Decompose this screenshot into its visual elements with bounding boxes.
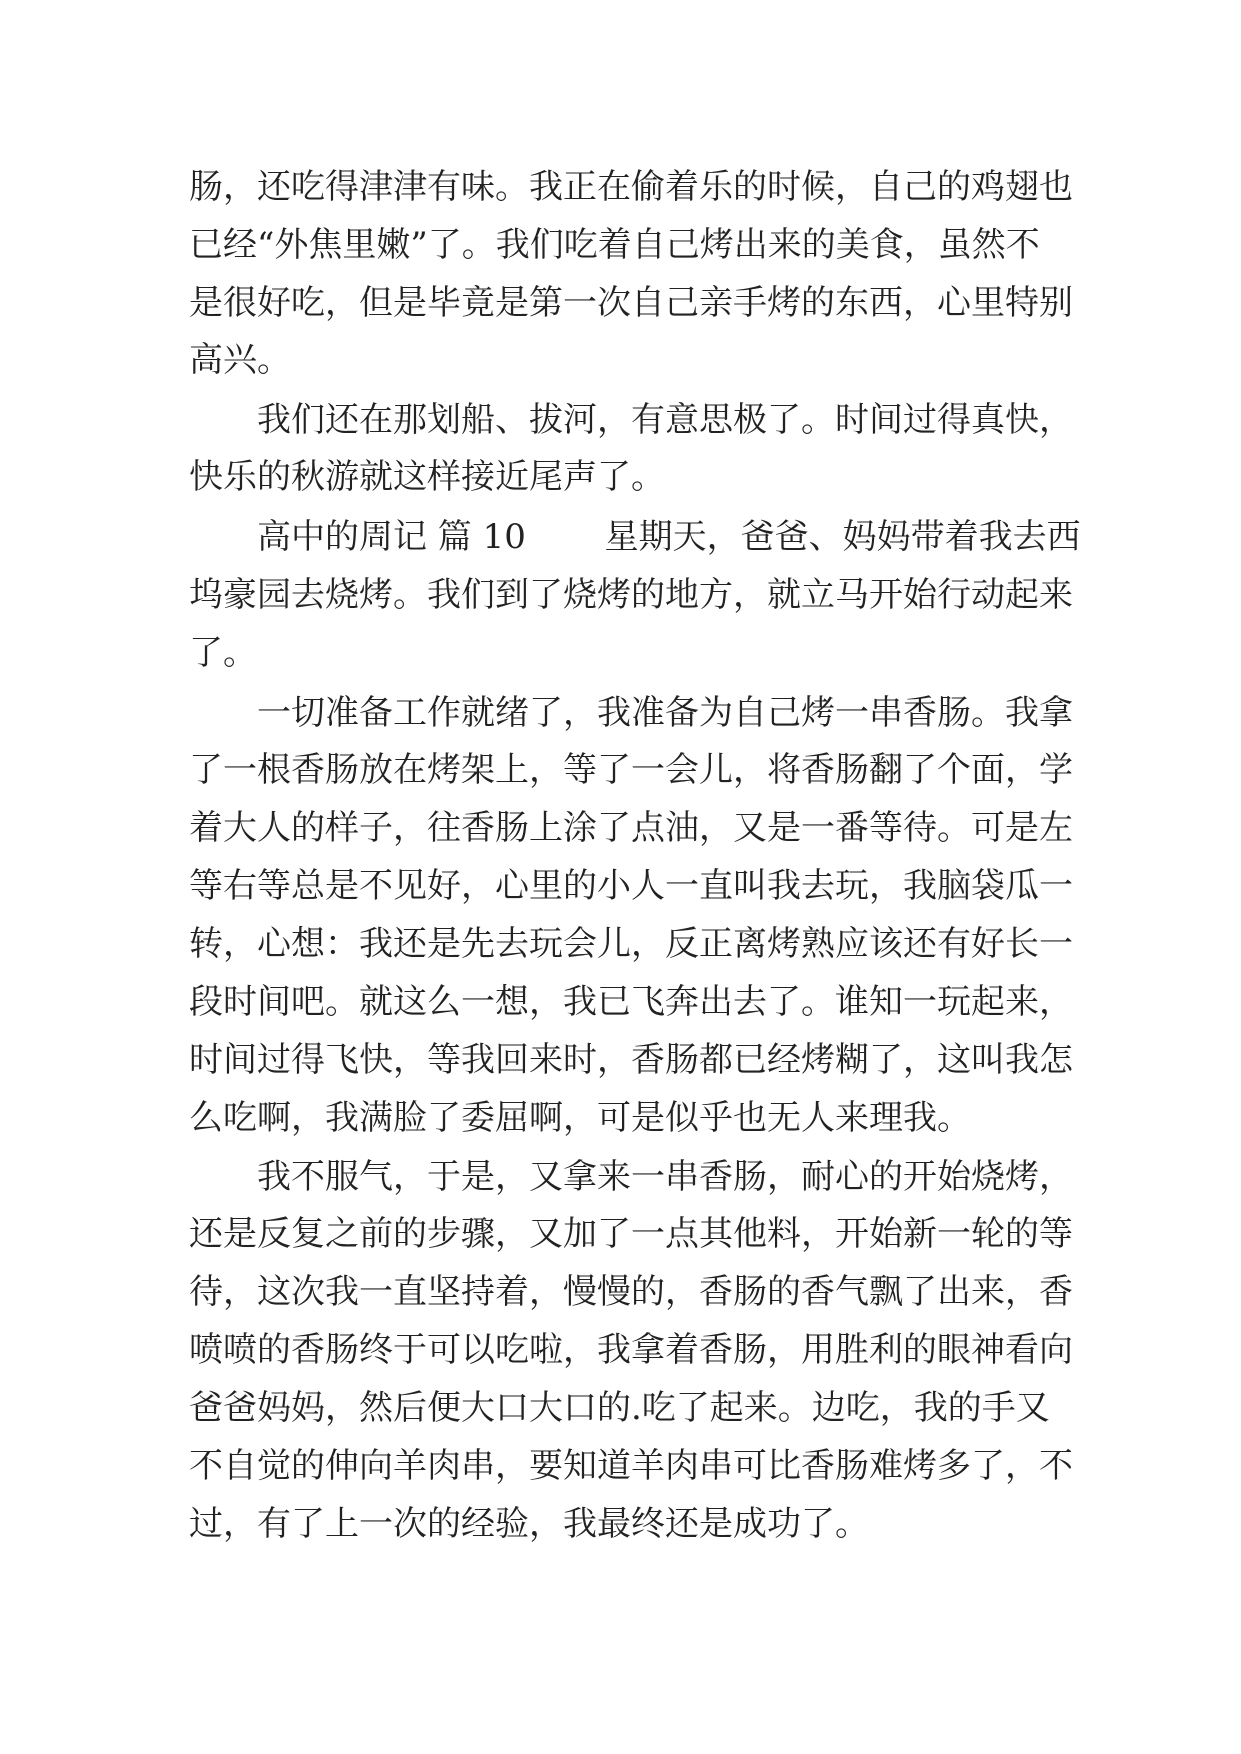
text-line: 时间过得飞快，等我回来时，香肠都已经烤糊了，这叫我怎	[189, 1040, 1073, 1080]
text-line: 了一根香肠放在烤架上，等了一会儿，将香肠翻了个面，学	[189, 750, 1073, 790]
text-line: 已经“外焦里嫩”了。我们吃着自己烤出来的美食，虽然不	[189, 225, 1040, 265]
text-line: 是很好吃，但是毕竟是第一次自己亲手烤的东西，心里特别	[189, 283, 1073, 323]
text-line: 等右等总是不见好，心里的小人一直叫我去玩，我脑袋瓜一	[189, 866, 1073, 906]
text-line: 还是反复之前的步骤，又加了一点其他料，开始新一轮的等	[189, 1214, 1073, 1254]
text-line: 不自觉的伸向羊肉串，要知道羊肉串可比香肠难烤多了，不	[189, 1446, 1073, 1486]
text-line: 着大人的样子，往香肠上涂了点油，又是一番等待。可是左	[189, 808, 1073, 848]
text-line: 肠，还吃得津津有味。我正在偷着乐的时候，自己的鸡翅也	[189, 167, 1073, 207]
text-line: 爸爸妈妈，然后便大口大口的.吃了起来。边吃，我的手又	[189, 1388, 1050, 1428]
text-line: 我们还在那划船、拔河，有意思极了。时间过得真快，	[189, 400, 1073, 440]
section-heading-line: 高中的周记 篇 10 星期天，爸爸、妈妈带着我去西	[189, 517, 1081, 557]
text-line: 么吃啊，我满脸了委屈啊，可是似乎也无人来理我。	[189, 1098, 971, 1138]
text-line: 一切准备工作就绪了，我准备为自己烤一串香肠。我拿	[189, 693, 1073, 733]
text-line: 了。	[189, 633, 257, 673]
text-line: 快乐的秋游就这样接近尾声了。	[189, 457, 665, 497]
text-line: 待，这次我一直坚持着，慢慢的，香肠的香气飘了出来，香	[189, 1272, 1073, 1312]
text-line: 过，有了上一次的经验，我最终还是成功了。	[189, 1504, 869, 1544]
text-line: 我不服气，于是，又拿来一串香肠，耐心的开始烧烤，	[189, 1157, 1073, 1197]
text-line: 高兴。	[189, 340, 291, 380]
text-line: 转，心想：我还是先去玩会儿，反正离烤熟应该还有好长一	[189, 924, 1073, 964]
text-line: 喷喷的香肠终于可以吃啦，我拿着香肠，用胜利的眼神看向	[189, 1330, 1073, 1370]
text-line: 段时间吧。就这么一想，我已飞奔出去了。谁知一玩起来，	[189, 982, 1073, 1022]
text-line: 坞豪园去烧烤。我们到了烧烤的地方，就立马开始行动起来	[189, 575, 1073, 615]
